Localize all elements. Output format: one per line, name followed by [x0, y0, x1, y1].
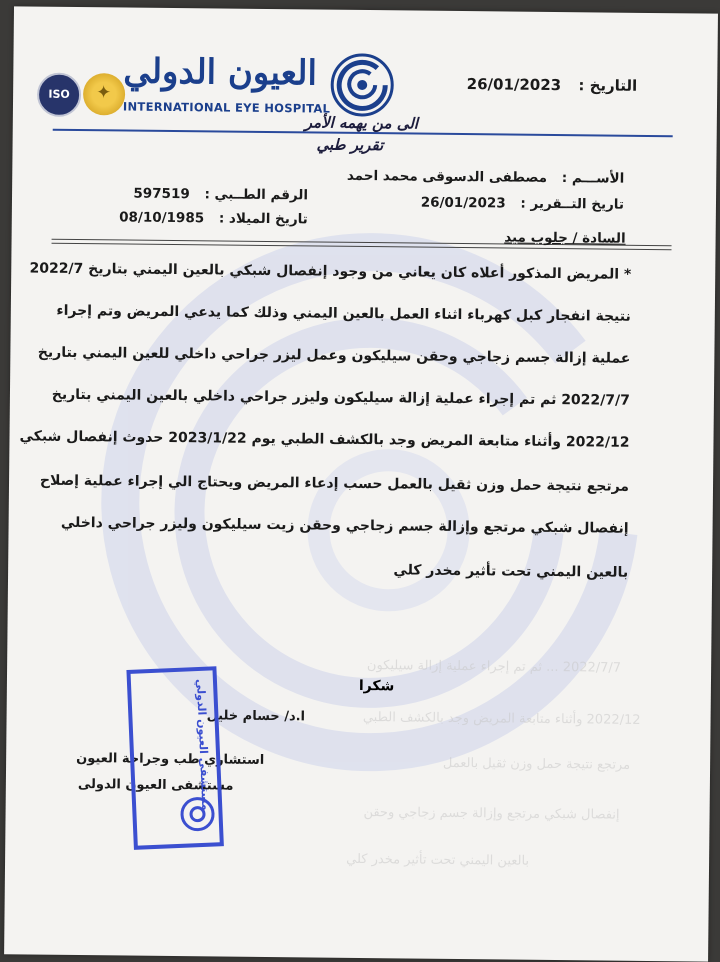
- award-medal-icon: ✦: [83, 73, 125, 115]
- hospital-name-english: INTERNATIONAL EYE HOSPITAL: [122, 99, 331, 116]
- medical-record-field: [133, 186, 308, 204]
- show-through-text: بالعين اليمني تحت تأثير مخدر كلي: [346, 851, 530, 869]
- report-date-value: 26/01/2023: [420, 194, 506, 212]
- report-body-line: 2022/7/7 ثم تم إجراء عملية إزالة سيليكون وليزر جراحي داخلي بالعين اليمني بتاريخ: [51, 386, 631, 409]
- hospital-stamp: [126, 666, 223, 850]
- hospital-name-arabic: العيون الدولي: [123, 51, 318, 94]
- iso-badge: ISO: [37, 73, 81, 117]
- stamp-seal-icon: [180, 796, 215, 831]
- show-through-text: 2022/12 وأثناء متابعة المريض وجد بالكشف الطبي: [362, 710, 641, 728]
- report-body-line: 2022/12 وأثناء متابعة المريض وجد بالكشف الطبي يوم 2023/1/22 حدوث إنفصال شبكي: [19, 428, 630, 451]
- patient-name-value: مصطفى الدسوقى محمد احمد: [346, 167, 548, 186]
- report-body-line: مرتجع نتيجة حمل وزن ثقيل بالعمل حسب إدعاء المريض ويحتاج الي إجراء عملية إصلاح: [39, 472, 630, 495]
- doctor-title-line1: استشاري طب وجراحة العيون: [76, 751, 265, 768]
- report-date-label: تاريخ التــقرير :: [520, 195, 625, 213]
- addressee: السادة / جلوب ميد: [504, 229, 626, 247]
- report-body-line: نتيجة انفجار كبل كهرباء اثناء العمل بالعين اليمني وذلك كما يدعي المريض وتم إجراء: [56, 302, 631, 325]
- date-of-birth-field: [119, 209, 308, 227]
- stamp-text: مستشفى العيون الدولي: [193, 678, 213, 811]
- date-of-birth-label: تاريخ الميلاد :: [218, 210, 308, 228]
- header-date-label: التاريخ :: [578, 76, 638, 95]
- header-date: [455, 75, 638, 95]
- patient-name-field: [347, 168, 625, 187]
- medical-report-page: [4, 6, 718, 961]
- show-through-text: إنفصال شبكي مرتجع وإزالة جسم زجاجي وحقن: [363, 805, 620, 823]
- report-body-line: بالعين اليمني تحت تأثير مخدر كلي: [393, 562, 629, 581]
- header-date-value: 26/01/2023: [466, 75, 562, 95]
- to-whom-it-may-concern: الى من يهمه الأمر: [304, 113, 419, 133]
- patient-name-label: الأســـم :: [561, 170, 625, 187]
- closing-thanks: شكرا: [358, 677, 395, 695]
- show-through-text: 2022/7/7 ... ثم تم إجراء عملية إزالة سيليكون: [366, 658, 622, 676]
- eye-hospital-logo-icon: [327, 50, 398, 121]
- doctor-title-line2: مستشفى العيون الدولى: [77, 777, 234, 794]
- report-date-field: [421, 195, 624, 213]
- report-body-line: إنفصال شبكي مرتجع وإزالة جسم زجاجي وحقن زيت سيليكون وليزر جراحي داخلي: [60, 514, 629, 537]
- show-through-text: مرتجع نتيجة حمل وزن ثقيل بالعمل: [442, 755, 631, 773]
- medical-record-label: الرقم الطــبي :: [204, 186, 309, 204]
- date-of-birth-value: 08/10/1985: [119, 209, 205, 227]
- report-title: تقرير طبي: [316, 135, 384, 155]
- report-body-line: * المريض المذكور أعلاه كان يعاني من وجود إنفصال شبكي بالعين اليمني بتاريخ 2022/7: [29, 260, 632, 283]
- report-body-line: عملية إزالة جسم زجاجي وحقن سيليكون وعمل ليزر جراحي داخلي للعين اليمني بتاريخ: [37, 344, 631, 367]
- doctor-name: ا.د/ حسام خليل: [206, 708, 306, 725]
- medical-record-value: 597519: [133, 185, 190, 203]
